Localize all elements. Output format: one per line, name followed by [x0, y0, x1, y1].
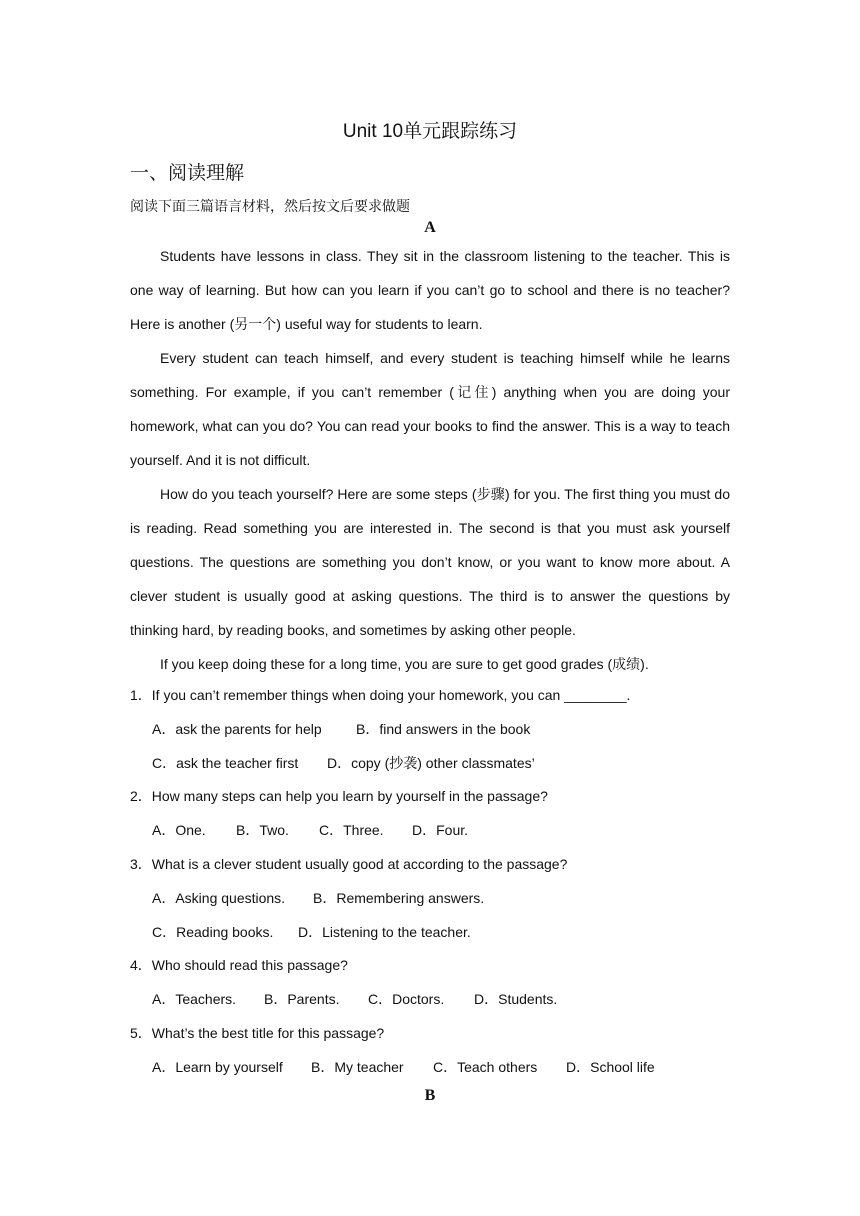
section-heading: 一、阅读理解	[130, 163, 245, 184]
option-row	[130, 983, 730, 1017]
option-c[interactable]: C．Three.	[319, 822, 384, 839]
option-c[interactable]: C．Doctors.	[368, 991, 445, 1008]
option-b[interactable]: B．Parents.	[264, 991, 340, 1008]
option-a[interactable]: A．One.	[152, 822, 206, 839]
part-a-label: A	[424, 219, 436, 236]
option-d[interactable]: D．Four.	[412, 822, 469, 839]
question-1	[130, 679, 730, 780]
instruction-text: 阅读下面三篇语言材料，然后按文后要求做题	[130, 198, 410, 214]
passage-paragraph: If you keep doing these for a long time, you are sure to get good grades (成绩).	[160, 656, 649, 672]
reading-passage	[130, 239, 730, 681]
part-b-label: B	[424, 1087, 436, 1104]
option-b[interactable]: B．Two.	[236, 822, 289, 839]
page-title: Unit 10单元跟踪练习	[342, 121, 518, 142]
question-stem: 2．How many steps can help you learn by yourself in the passage?	[130, 788, 548, 805]
question-stem: 1．If you can’t remember things when doing your homework, you can ________.	[130, 687, 631, 703]
option-b[interactable]: B．find answers in the book	[356, 720, 531, 737]
question-5	[130, 1017, 730, 1085]
option-a[interactable]: A．ask the parents for help	[152, 720, 322, 737]
option-row	[130, 814, 730, 848]
option-row	[130, 916, 730, 950]
option-row	[130, 713, 730, 747]
passage-paragraph: Students have lessons in class. They sit in the classroom listening to the teacher. This is one way of learning. But how can you learn if you can’t go to school and there is no teacher? Here is another (另一个) useful way for students to learn.	[130, 248, 730, 332]
option-d[interactable]: D．Students.	[474, 991, 558, 1008]
question-3	[130, 848, 730, 949]
question-2	[130, 780, 730, 848]
option-a[interactable]: A．Learn by yourself	[152, 1058, 283, 1075]
question-stem: 3．What is a clever student usually good at according to the passage?	[130, 855, 568, 872]
option-c[interactable]: C．ask the teacher first	[152, 754, 299, 771]
passage-paragraph: How do you teach yourself? Here are some steps (步骤) for you. The first thing you must do is reading. Read something you are interested in. The second is that you must ask yourself questions. The questions are something you don’t know, or you want to know more about. A clever student is usually good at asking questions. The third is to answer the questions by thinking hard, by reading books, and sometimes by asking other people.	[130, 486, 730, 638]
option-d[interactable]: D．School life	[566, 1058, 655, 1075]
option-a[interactable]: A．Teachers.	[152, 991, 237, 1008]
option-d[interactable]: D．copy (抄袭) other classmates’	[327, 754, 535, 771]
option-b[interactable]: B．Remembering answers.	[313, 889, 485, 906]
question-stem: 4．Who should read this passage?	[130, 957, 348, 974]
option-row	[130, 882, 730, 916]
question-4	[130, 949, 730, 1017]
passage-paragraph: Every student can teach himself, and every student is teaching himself while he learns something. For example, if you can’t remember (记住) anything when you are doing your homework, what can you do? You can read your books to find the answer. This is a way to teach yourself. And it is not difficult.	[130, 350, 730, 468]
option-a[interactable]: A．Asking questions.	[152, 889, 286, 906]
option-b[interactable]: B．My teacher	[311, 1058, 404, 1075]
option-d[interactable]: D．Listening to the teacher.	[298, 923, 471, 940]
option-c[interactable]: C．Teach others	[433, 1058, 538, 1075]
question-list	[130, 679, 730, 1085]
option-row	[130, 1051, 730, 1085]
option-row	[130, 747, 730, 781]
option-c[interactable]: C．Reading books.	[152, 923, 274, 940]
question-stem: 5．What’s the best title for this passage?	[130, 1024, 385, 1041]
